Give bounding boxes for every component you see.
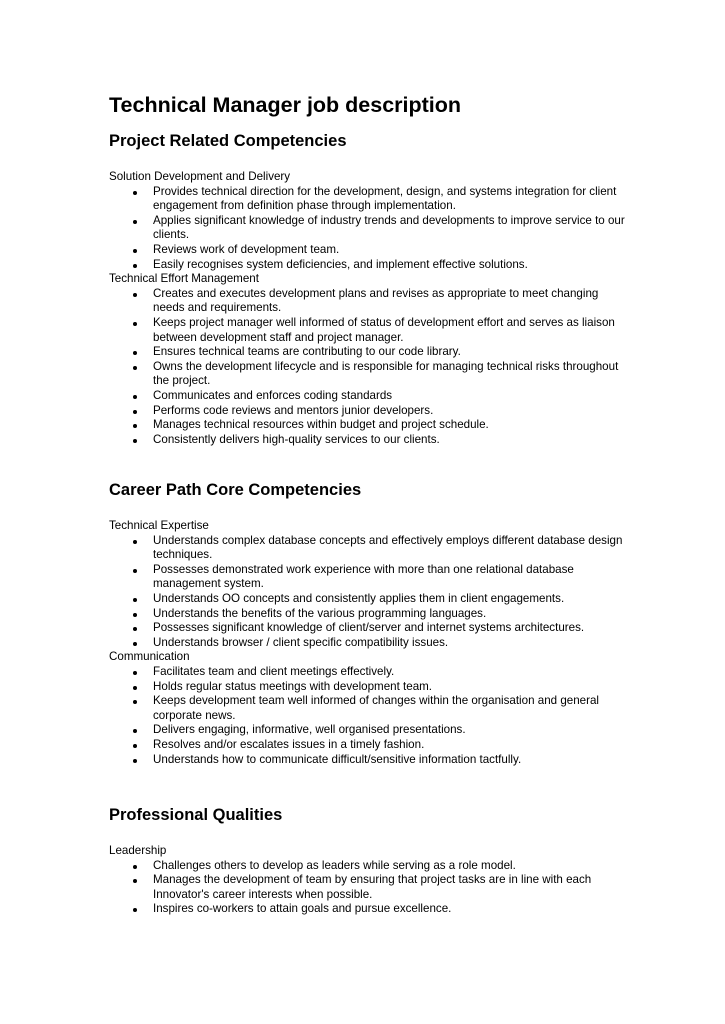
subsection-title: Technical Expertise: [109, 519, 209, 532]
subsection-leadership: [109, 844, 629, 917]
list-item: Possesses significant knowledge of client/server and internet systems architectures.: [109, 621, 629, 636]
subsection-title: Technical Effort Management: [109, 272, 259, 286]
bullet-list: [109, 665, 629, 767]
bullet-list: [109, 185, 629, 273]
section-heading: Project Related Competencies: [109, 132, 347, 150]
bullet-icon: [133, 865, 137, 869]
bullet-list: [109, 287, 629, 448]
bullet-list: [109, 534, 629, 651]
list-item: Holds regular status meetings with development team.: [109, 680, 629, 695]
list-item: Communicates and enforces coding standards: [109, 389, 629, 404]
list-item: Facilitates team and client meetings effectively.: [109, 665, 629, 680]
list-item: Provides technical direction for the development, design, and systems integration for client engagement from definition phase through implementation.: [109, 185, 629, 214]
list-item: Keeps development team well informed of changes within the organisation and general corporate news.: [109, 694, 629, 723]
list-item: Keeps project manager well informed of status of development effort and serves as liaison between development staff and project manager.: [109, 316, 629, 345]
list-item: Delivers engaging, informative, well organised presentations.: [109, 723, 629, 738]
section-heading: Professional Qualities: [109, 806, 283, 824]
list-item: Challenges others to develop as leaders while serving as a role model.: [109, 859, 629, 874]
bullet-icon: [133, 700, 137, 704]
bullet-icon: [133, 395, 137, 399]
bullet-icon: [133, 569, 137, 573]
list-item: Performs code reviews and mentors junior developers.: [109, 404, 629, 419]
bullet-icon: [133, 598, 137, 602]
bullet-icon: [133, 759, 137, 763]
bullet-icon: [133, 671, 137, 675]
bullet-icon: [133, 366, 137, 370]
bullet-icon: [133, 686, 137, 690]
list-item: Understands complex database concepts and effectively employs different database design techniques.: [109, 534, 629, 563]
subsection-title: Solution Development and Delivery: [109, 170, 291, 183]
page-title: Technical Manager job description: [109, 93, 462, 117]
list-item: Ensures technical teams are contributing to our code library.: [109, 345, 629, 360]
list-item: Reviews work of development team.: [109, 243, 629, 258]
list-item: Understands OO concepts and consistently applies them in client engagements.: [109, 592, 629, 607]
bullet-icon: [133, 351, 137, 355]
bullet-icon: [133, 729, 137, 733]
bullet-list: [109, 859, 629, 917]
bullet-icon: [133, 191, 137, 195]
list-item: Possesses demonstrated work experience with more than one relational database management system.: [109, 563, 629, 592]
subsection-technical-expertise: [109, 519, 629, 767]
list-item: Resolves and/or escalates issues in a timely fashion.: [109, 738, 629, 753]
list-item: Manages technical resources within budget and project schedule.: [109, 418, 629, 433]
list-item: Owns the development lifecycle and is responsible for managing technical risks throughout the project.: [109, 360, 629, 389]
section-heading: Career Path Core Competencies: [109, 481, 362, 499]
bullet-icon: [133, 220, 137, 224]
list-item: Consistently delivers high-quality services to our clients.: [109, 433, 629, 448]
subsection-title: Leadership: [109, 844, 167, 857]
bullet-icon: [133, 540, 137, 544]
bullet-icon: [133, 439, 137, 443]
bullet-icon: [133, 249, 137, 253]
bullet-icon: [133, 322, 137, 326]
list-item: Easily recognises system deficiencies, and implement effective solutions.: [109, 258, 629, 273]
bullet-icon: [133, 424, 137, 428]
subsection-title: Communication: [109, 650, 190, 664]
bullet-icon: [133, 293, 137, 297]
list-item: Inspires co-workers to attain goals and pursue excellence.: [109, 902, 629, 917]
bullet-icon: [133, 627, 137, 631]
list-item: Manages the development of team by ensuring that project tasks are in line with each Innovator's career interests when possible.: [109, 873, 629, 902]
bullet-icon: [133, 613, 137, 617]
list-item: Applies significant knowledge of industry trends and developments to improve service to our clients.: [109, 214, 629, 243]
subsection-solution-development: [109, 170, 629, 447]
bullet-icon: [133, 879, 137, 883]
list-item: Understands browser / client specific compatibility issues.: [109, 636, 629, 651]
bullet-icon: [133, 642, 137, 646]
bullet-icon: [133, 744, 137, 748]
list-item: Creates and executes development plans and revises as appropriate to meet changing needs and requirements.: [109, 287, 629, 316]
bullet-icon: [133, 908, 137, 912]
bullet-icon: [133, 264, 137, 268]
bullet-icon: [133, 410, 137, 414]
list-item: Understands the benefits of the various programming languages.: [109, 607, 629, 622]
list-item: Understands how to communicate difficult/sensitive information tactfully.: [109, 753, 629, 768]
